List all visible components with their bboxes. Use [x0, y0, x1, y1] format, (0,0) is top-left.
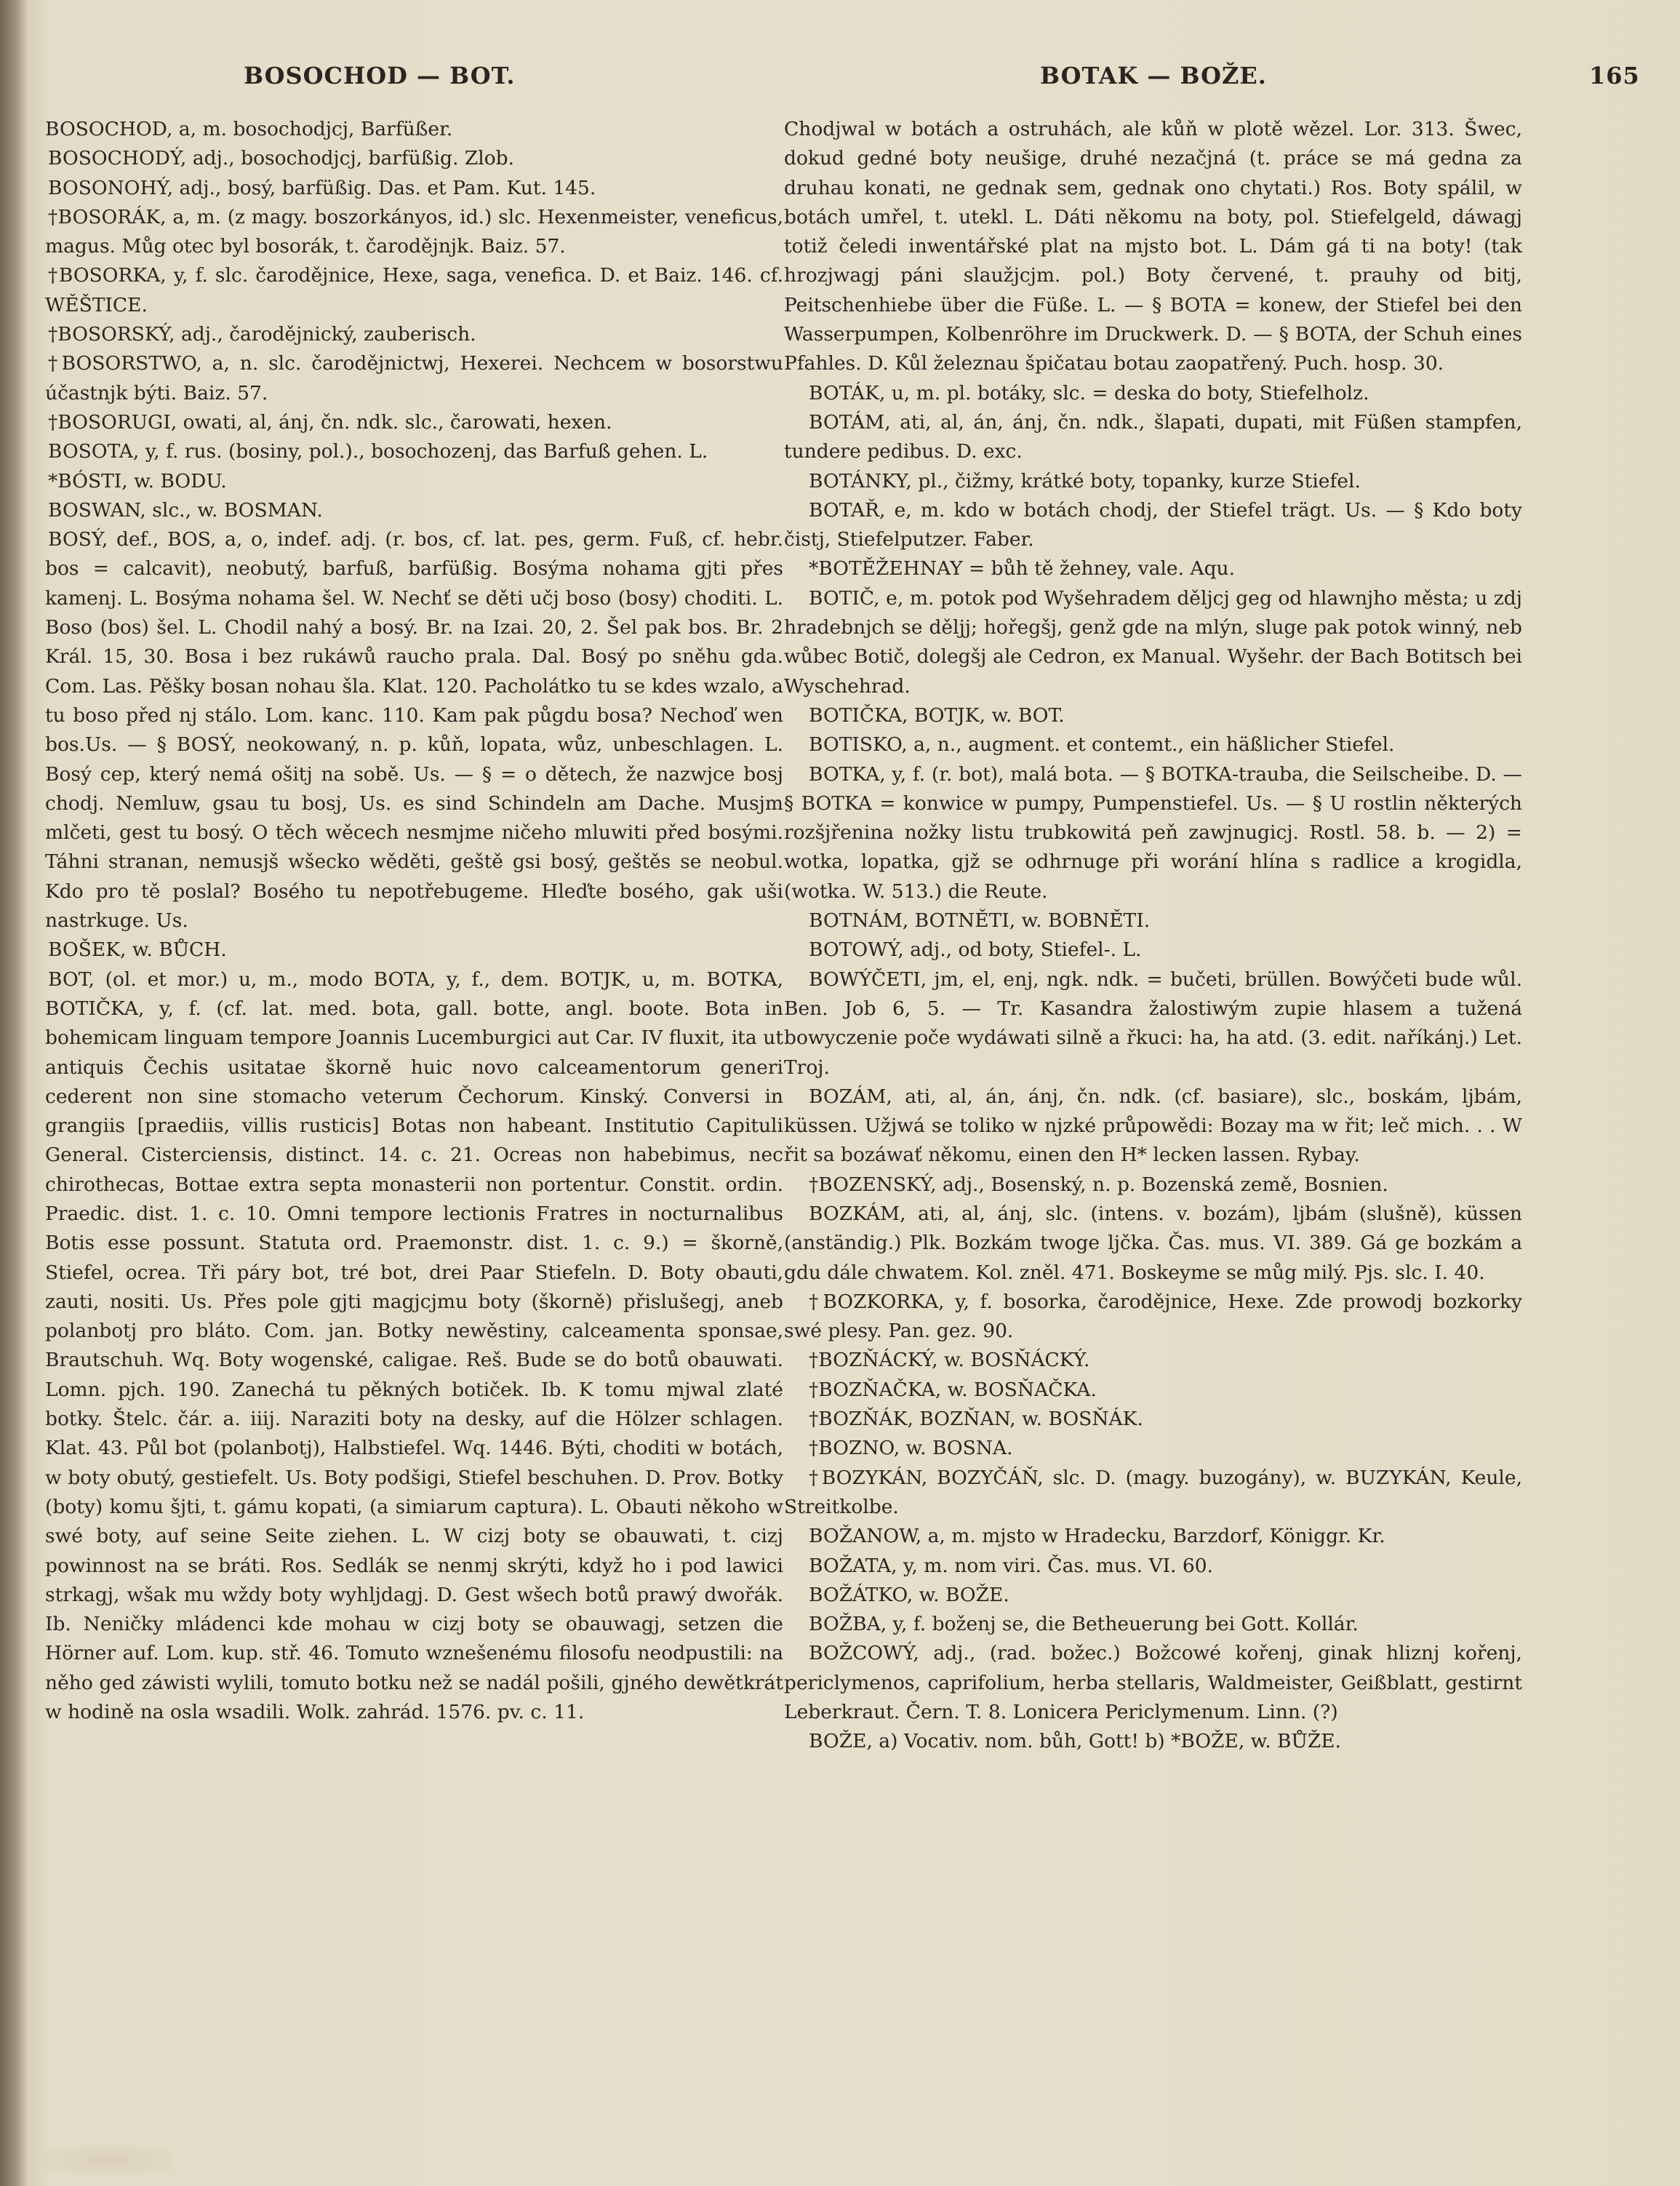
entry-bosorka: †BOSORKA, y, f. slc. čarodějnice, Hexe, saga, venefica. D. et Baiz. 146. cf. WĚŠTICE.	[45, 264, 783, 316]
entry-boze: BOŽE, a) Vocativ. nom. bůh, Gott! b) *BOŽE, w. BŮŽE.	[809, 1730, 1342, 1753]
entry-botisko: BOTISKO, a, n., augment. et contemt., ein häßlicher Stiefel.	[809, 733, 1395, 757]
book-binding-shadow	[0, 0, 28, 2186]
entry-bozno: †BOZNO, w. BOSNA.	[809, 1437, 1013, 1460]
entry-bosy: BOSÝ, def., BOS, a, o, indef. adj. (r. bos, cf. lat. pes, germ. Fuß, cf. hebr. bos = calcavit), neobutý, barfuß, barfüßig. Bosýma nohama gjti přes kamenj. L. Bosýma nohama šel. W. Nechť se děti učj boso (bosy) choditi. L. Boso (bos) šel. L. Chodil nahý a bosý. Br. na Izai. 20, 2. Šel pak bos. Br. 2 Král. 15, 30. Bosa i bez rukáwů raucho prala. Dal. Bosý po sněhu gda. Com. Las. Pěšky bosan nohau šla. Klat. 120. Pacholátko tu se kdes wzalo, a tu boso před nj stálo. Lom. kanc. 110. Kam pak půgdu bosa? Nechoď wen bos.Us. — § BOSÝ, neokowaný, n. p. kůň, lopata, wůz, unbeschlagen. L. Bosý cep, který nemá ošitj na sobě. Us. — § = o dětech, že nazwjce bosj chodj. Nemluw, gsau tu bosj, Us. es sind Schindeln am Dache. Musjm mlčeti, gest tu bosý. O těch wěcech nesmjme ničeho mluwiti před bosými. Táhni stranan, nemusjš wšecko wěděti, geště gsi bosý, geštěs se neobul. Kdo pro tě poslal? Bosého tu nepotřebugeme. Hleďte bosého, gak uši nastrkuge. Us.	[45, 528, 783, 933]
entry-bot-continued: Chodjwal w botách a ostruhách, ale kůň w plotě wězel. Lor. 313. Šwec, dokud gedné boty neušige, druhé nezačjná (t. práce se má gedna za druhau konati, ne gednak sem, gednak ono chytati.) Ros. Boty spálil, w botách umřel, t. utekl. L. Dáti někomu na boty, pol. Stiefelgeld, dáwagj totiž čeledi inwentářské plat na mjsto bot. L. Dám gá ti na boty! (tak hrozjwagj páni slaužjcjm. pol.) Boty červené, t. prauhy od bitj, Peitschenhiebe über die Füße. L. — § BOTA = konew, der Stiefel bei den Wasserpumpen, Kolbenröhre im Druckwerk. D. — § BOTA, der Schuh eines Pfahles. D. Kůl železnau špičatau botau zaopatřený. Puch. hosp. 30.	[784, 118, 1522, 375]
entry-bosti: *BÓSTI, w. BODU.	[48, 469, 227, 492]
entry-bozcowy: BOŽCOWÝ, adj., (rad. božec.) Božcowé kořenj, ginak hliznj kořenj, periclymenos, caprifolium, herba stellaris, Waldmeister, Geißblatt, gestirnt Leberkraut. Čern. T. 8. Lonicera Periclymenum. Linn. (?)	[784, 1642, 1522, 1724]
entry-bozkorka: †BOZKORKA, y, f. bosorka, čarodějnice, Hexe. Zde prowodj bozkorky swé plesy. Pan. gez. 90.	[784, 1290, 1522, 1343]
entry-bosek: BOŠEK, w. BŮCH.	[48, 938, 227, 962]
entry-bozykan: †BOZYKÁN, BOZYČÁŇ, slc. D. (magy. buzogány), w. BUZYKÁN, Keule, Streitkolbe.	[784, 1466, 1522, 1518]
entry-boznak: †BOZŇÁK, BOZŇAN, w. BOSŇÁK.	[809, 1408, 1143, 1431]
entry-bozam: BOZÁM, ati, al, án, ánj, čn. ndk. (cf. basiare), slc., boskám, ljbám, küssen. Užjwá se toliko w njzké průpowědi: Bozay ma w řit; leč mich. . . W řit sa bozáwať někomu, einen den H* lecken lassen. Rybay.	[784, 1085, 1522, 1167]
entry-bozatko: BOŽÁTKO, w. BOŽE.	[809, 1583, 1009, 1606]
entry-botezehnay: *BOTĚŽEHNAY = bůh tě žehney, vale. Aqu.	[809, 557, 1236, 581]
entry-botka: BOTKA, y, f. (r. bot), malá bota. — § BOTKA-trauba, die Seilscheibe. D. — § BOTKA = konwice w pumpy, Pumpenstiefel. Us. — § U rostlin některých rozšjřenina nožky listu trubkowitá peň zawjnugicj. Rostl. 58. b. — 2) = wotka, lopatka, gjž se odhrnuge při worání hlína s radlice a krogidla, (wotka. W. 513.) die Reute.	[784, 762, 1522, 903]
entry-bozkam: BOZKÁM, ati, al, ánj, slc. (intens. v. bozám), ljbám (slušně), küssen (anständig.) Plk. Bozkám twoge ljčka. Čas. mus. VI. 389. Gá ge bozkám a gdu dále chwatem. Kol. zněl. 471. Boskeyme se můg milý. Pjs. slc. I. 40.	[784, 1202, 1522, 1284]
right-column	[784, 115, 1522, 1757]
entry-botnam: BOTNÁM, BOTNĚTI, w. BOBNĚTI.	[809, 909, 1151, 933]
entry-bosorsky: †BOSORSKÝ, adj., čarodějnický, zauberisch.	[48, 323, 476, 346]
entry-botak: BOTÁK, u, m. pl. botáky, slc. = deska do boty, Stiefelholz.	[809, 381, 1369, 404]
entry-bosochod: BOSOCHOD, a, m. bosochodjcj, Barfüßer.	[45, 118, 453, 140]
entry-boticka: BOTIČKA, BOTJK, w. BOT.	[809, 703, 1065, 727]
entry-bosorstwo: †BOSORSTWO, a, n. slc. čarodějnictwj, Hexerei. Nechcem w bosorstwu účastnjk býti. Baiz. 57.	[45, 352, 783, 404]
entry-bosonohy: BOSONOHÝ, adj., bosý, barfüßig. Das. et Pam. Kut. 145.	[48, 176, 596, 199]
entry-bosorugi: †BOSORUGI, owati, al, ánj, čn. ndk. slc., čarowati, hexen.	[48, 410, 612, 434]
entry-botar: BOTAŘ, e, m. kdo w botách chodj, der Stiefel trägt. Us. — § Kdo boty čistj, Stiefelputzer. Faber.	[784, 498, 1522, 551]
entry-bosochody: BOSOCHODÝ, adj., bosochodjcj, barfüßig. Zlob.	[48, 147, 515, 170]
entry-bowyceti: BOWÝČETI, jm, el, enj, ngk. ndk. = bučeti, brüllen. Bowýčeti bude wůl. Ben. Job 6, 5. — Tr. Kasandra žalostiwým zupie hlasem a tužená bowyczenie poče wydáwati silně a řkuci: ha, ha atd. (3. edit. naříkánj.) Let. Troj.	[784, 968, 1522, 1079]
running-head-right: BOTAK — BOŽE.	[1040, 62, 1267, 89]
paper-stain	[44, 2146, 175, 2175]
running-head-left: BOSOCHOD — BOT.	[244, 62, 516, 89]
entry-bosorak: †BOSORÁK, a, m. (z magy. boszorkányos, id.) slc. Hexenmeister, veneficus, magus. Můg otec byl bosorák, t. čarodějnjk. Baiz. 57.	[45, 205, 783, 258]
page-number: 165	[1589, 62, 1640, 89]
entry-botam: BOTÁM, ati, al, án, ánj, čn. ndk., šlapati, dupati, mit Füßen stampfen, tundere pedibus. D. exc.	[784, 410, 1522, 463]
entry-botic: BOTIČ, e, m. potok pod Wyšehradem děljcj geg od hlawnjho města; u zdj hradebnjch se děljj; hořegšj, genž gde na mlýn, sluge pak potok winný, neb wůbec Botič, dolegšj ale Cedron, ex Manual. Wyšehr. der Bach Botitsch bei Wyschehrad.	[784, 586, 1522, 698]
entry-bozata: BOŽATA, y, m. nom viri. Čas. mus. VI. 60.	[809, 1554, 1214, 1577]
entry-boznacky: †BOZŇÁCKÝ, w. BOSŇÁCKÝ.	[809, 1349, 1090, 1372]
left-column	[45, 115, 783, 1727]
entry-bot: BOT, (ol. et mor.) u, m., modo BOTA, y, f., dem. BOTJK, u, m. BOTKA, BOTIČKA, y, f. (cf. lat. med. bota, gall. botte, angl. boote. Bota in bohemicam linguam tempore Joannis Lucemburgici aut Car. IV fluxit, ita ut antiquis Čechis usitatae škorně huic novo calceamentorum generi cederent non sine stomacho veterum Čechorum. Kinský. Conversi in grangiis [praediis, villis rusticis] Botas non habeant. Institutio Capituli General. Cisterciensis, distinct. 14. c. 21. Ocreas non habebimus, nec chirothecas, Bottae extra septa monasterii non portentur. Constit. ordin. Praedic. dist. 1. c. 10. Omni tempore lectionis Fratres in nocturnalibus Botis esse possunt. Statuta ord. Praemonstr. dist. 1. c. 9.) = škorně, Stiefel, ocrea. Tři páry bot, tré bot, drei Paar Stiefeln. D. Boty obauti, zauti, nositi. Us. Přes pole gjti magjcjmu boty (škorně) přislušegj, aneb polanbotj pro bláto. Com. jan. Botky newěstiny, calceamenta sponsae, Brautschuh. Wq. Boty wogenské, caligae. Reš. Bude se do botů obauwati. Lomn. pjch. 190. Zanechá tu pěkných botiček. Ib. K tomu mjwal zlaté botky. Štelc. čár. a. iiij. Naraziti boty na desky, auf die Hölzer schlagen. Klat. 43. Půl bot (polanbotj), Halbstiefel. Wq. 1446. Býti, choditi w botách, w boty obutý, gestiefelt. Us. Boty podšigi, Stiefel beschuhen. D. Prov. Botky (boty) komu šjti, t. gámu kopati, (a simiarum captura). L. Obauti někoho w swé boty, auf seine Seite ziehen. L. W cizj boty se obauwati, t. cizj powinnost na se bráti. Ros. Sedlák se nenmj skrýti, když ho i pod lawici strkagj, wšak mu wždy boty wyhljdagj. D. Gest wšech botů prawý dwořák. Ib. Neničky mládenci kde mohau w cizj boty se obauwagj, setzen die Hörner auf. Lom. kup. stř. 46. Tomuto wznešenému filosofu neodpustili: na něho ged záwisti wylili, tomuto botku než se nadál pošili, gjného dewětkrát w hodině na osla wsadili. Wolk. zahrád. 1576. pv. c. 11.	[45, 968, 783, 1724]
entry-boswan: BOSWAN, slc., w. BOSMAN.	[48, 498, 323, 522]
entry-bosota: BOSOTA, y, f. rus. (bosiny, pol.)., bosochozenj, das Barfuß gehen. L.	[48, 440, 708, 463]
entry-bozba: BOŽBA, y, f. boženj se, die Betheuerung bei Gott. Kollár.	[809, 1613, 1359, 1636]
entry-bozanow: BOŽANOW, a, m. mjsto w Hradecku, Barzdorf, Königgr. Kr.	[809, 1525, 1385, 1548]
entry-boznacka: †BOZŇAČKA, w. BOSŇAČKA.	[809, 1378, 1097, 1401]
entry-bozensky: †BOZENSKÝ, adj., Bosenský, n. p. Bozenská země, Bosnien.	[809, 1173, 1388, 1196]
entry-botowy: BOTOWÝ, adj., od boty, Stiefel-. L.	[809, 938, 1142, 962]
entry-botanky: BOTÁNKY, pl., čižmy, krátké boty, topanky, kurze Stiefel.	[809, 469, 1361, 492]
